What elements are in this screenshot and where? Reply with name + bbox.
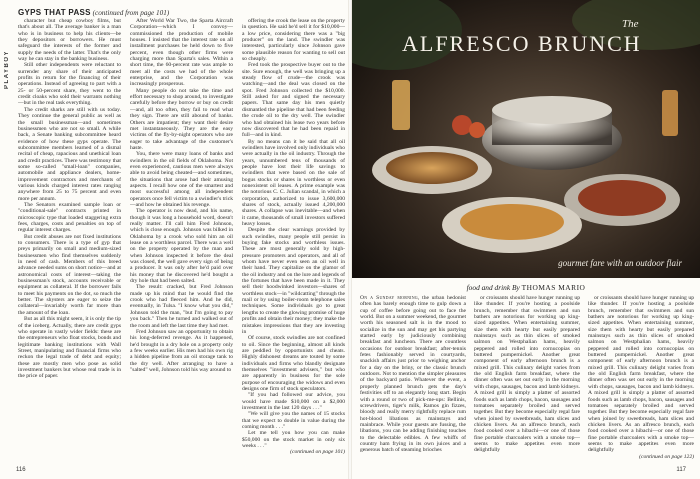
- continued-note: (continued on page 101): [290, 449, 345, 456]
- paragraph: "We will give you the names of 15 stocks that we expect to double in value during the coming month . . .": [242, 411, 345, 430]
- paragraph: You, there were many loans of banks and swindlers in the oil fields of Oklahoma. Not even experienced, cautious men were always able to avoid being cheated—and sometimes, the situations that arose had their amusing aspects. I recall how one of the smartest and most successful among all independent operators once fell victim to a swindler's trick—and how he obtained his revenge.: [130, 151, 233, 208]
- continued-note: (continued on page 122): [639, 453, 694, 460]
- page-number: 116: [16, 467, 26, 473]
- article-title: ALFRESCO BRUNCH: [402, 31, 642, 56]
- left-column-3: [242, 18, 345, 466]
- paragraph: The result: cracked, but Fred Johnson made up his mind that he would find the crook who had fleeced him. And he did, eventually, in Tulsa. "I know what you did," Johnson told the man, "but I'm going to pay you back." Then he turned and walked out of the room and left the last time they had met.: [130, 284, 233, 329]
- paragraph: Let me tell you how you can make $50,000 on the stock market in only six weeks . . .": [242, 430, 345, 450]
- article-title-prefix: The: [622, 18, 639, 30]
- paragraph: Of course, stock swindles are not confined to oil. Since the beginning, almost all kinds are peddled by opportunists and cheats. Highly dishonest dreams are touted by some individuals and firms who blandly designate themselves "investment advisers," but who are apparently in business for the sole purpose of encouraging the widows and even designs one firm of stock speculators.: [242, 335, 345, 392]
- right-column-2: [474, 295, 580, 469]
- paragraph: Despite the clear warnings provided by such swindles, many people still persist in buying fake stocks and worthless issues. These are most generally sold by high-pressure promoters and operators, and all of whom have never even seen an oil well in their hand. They capitalize on the glamor of the oil industry and on the lure and legends of the fortunes that have been made in it. They sell their hoodwinked investors—shares of worthless stock—in "wildcatting" through the mail or by using boiler-room telephone sales techniques. Some individuals go to great lengths to create the glowing promise of huge profits and obtain their money; they make the mistakes impressions that they are investing in: [242, 227, 345, 335]
- paragraph: character but cheap cowboy films, but that's about all. The average banker is a man who is in business to help his clients—be they depositors or borrowers. He must safeguard the interests of the former and supply the needs of the latter. That's the only way he can stay in the banking business.: [18, 18, 121, 63]
- page-number: 117: [676, 467, 686, 473]
- paragraph: Fred Johnson saw an opportunity to obtain his long-deferred revenge. As it happened, he'd brought in a dry hole on a property only a few weeks earlier. His men had his own rig a hidden pipeline from an oil storage tank to the dry well. After arranging to have a "salted" well, Johnson told his way around to: [130, 328, 233, 373]
- left-page: [0, 0, 349, 479]
- byline: [352, 283, 700, 292]
- paragraph: "If you had followed our advice, you would have made $10,000 on a $2,000 investment in the last 120 days . . .": [242, 392, 345, 411]
- right-page: [352, 0, 700, 479]
- right-column-1: [360, 295, 466, 469]
- brunch-photograph: [352, 0, 700, 278]
- paragraph: or croissants should have hunger running up like thunder. If you're hosting a poolside brunch, remember that swimmers and sun bathers are notorious for working up king-sized appetites. When entertaining summer, size them with hearty but easily prepared mainstays such as thin slices of smoked salmon on Westphalian hams, heavily peppered and rolled into cornucopias on buttered pumpernickel. Another great component of early afternoon brunch is a mixed grill. This culinary delight varies from the old English farm breakfast, where the dinner often was set out early in the morning with chops, sausages, bacon and lamb kidneys. A mixed grill is simply a platter of assorted foods such as lamb chops, bacon, sausages and tomatoes separately broiled and served together. But they become especially regal fare when joined by sweetbreads, ham slices and chicken livers. As an alfresco brunch, each food cooked over a hibachi—or one of those fine portable charcoalers with a smoke top—seems to make appetites even more delightfully: [588, 295, 694, 454]
- left-column-2: [130, 18, 233, 466]
- left-column-1: [18, 18, 121, 466]
- paragraph: or croissants should have hunger running up like thunder. If you're hosting a poolside brunch, remember that swimmers and sun bathers are notorious for working up king-sized appetites. When entertaining summer, size them with hearty but easily prepared mainstays such as thin slices of smoked salmon on Westphalian hams, heavily peppered and rolled into cornucopias on buttered pumpernickel. Another great component of early afternoon brunch is a mixed grill. This culinary delight varies from the old English farm breakfast, where the dinner often was set out early in the morning with chops, sausages, bacon and lamb kidneys. A mixed grill is simply a platter of assorted foods such as lamb chops, bacon, sausages and tomatoes separately broiled and served together. But they become especially regal fare when joined by sweetbreads, ham slices and chicken livers. As an alfresco brunch, each food cooked over a hibachi—or one of those fine portable charcoalers with a smoke top—seems to make appetites even more delightfully: [474, 295, 580, 454]
- paragraph: The Senators examined sample loan or "conditional-sale" contracts printed in microscopic type that loaded staggering extra fees, charges, costs and penalties on top of regular interest charges.: [18, 201, 121, 234]
- paragraph: Many people do not take the time and effort necessary to shop around, to investigate carefully before they borrow or buy on credit—and, all too often, they fail to read what they sign. There are still abound of banks. Others are impatient; they want their desire met instantaneously. They are the easy victims of the fly-by-night operators who are eager to take advantage of the customer's haste.: [130, 87, 233, 151]
- paragraph: The credit sharks are still with us today. They continue the general public as well as the small businessman—and sometimes businessmen who are not so small. A while back, a Senate banking subcommittee heard evidence of how these gyps operate. The subcommittee members learned of a dismal recital of cheap, rapacious and unethical loan and credit practices. There was testimony that some so-called "small-loan" companies, automobile and appliance dealers, home-improvement contractors and merchants of various kinds charged interest rates ranging anywhere from 25 to 75 percent and even more per annum.: [18, 106, 121, 202]
- paragraph: But as all this might seem, it is only the tip of the iceberg. Actually, there are credit gyps who operate in vastly wider fields: these are the entrepreneurs who float stocks, bonds and legitimate banking institutions with Wall Street, manipulating and financial firms who reckon the legal trade of debt and equity; these are mostly men who pose as solid investment bankers but whose real trade is in the price of paper.: [18, 316, 121, 380]
- paragraph: Fred took the prospective buyer out to the site. Sure enough, the well was bringing up a steady flow of crude—the crook was watching—and the deal was closed on the spot. Fred Johnson collected the $10,000. Still asked for and signed the necessary papers. That same day his men quietly dismantled the pipeline that had been feeding the crude oil to the dry well. The swindler who had obtained his lease two years before now discovered that he had been repaid in full—and in kind.: [242, 62, 345, 139]
- paragraph: But credit abuses are not fixed institutions to consumers. There is a type of gyp that preys primarily on small and medium-sized businessmen who find themselves suddenly in need of cash. Members of this breed advance needed sums on short notice—and at astronomical costs of interest—taking the businessman's stock, accounts receivable or equipment as collateral. If the borrower fails to meet his payments on the dot, so much the better. The shysters are eager to seize the collateral—invariably worth far more than the amount of the loan.: [18, 233, 121, 316]
- byline-by: By: [512, 283, 520, 292]
- byline-section: food and drink: [466, 283, 511, 292]
- paragraph: The operator is now dead, and his name, though it was long a household word, doesn't really matter. I'll call him Fred Johnson, which is close enough. Johnson was bilked in Oklahoma by a crook who sold him an oil lease on a worthless parcel. There was a well on the property operated by the man and when Johnson inspected it before the deal was closed, the well gave every sign of being a producer. It was only after he'd paid over his money that he discovered he'd bought a dry hole that had been salted.: [130, 208, 233, 285]
- article-subtitle: gourmet fare with an outdoor flair: [558, 258, 682, 268]
- paragraph: By no means can it be said that all oil swindlers have involved only individuals who were actually in the oil industry. Through the years, unnumbered tens of thousands of people have lost their life savings to swindlers that were based on the sale of bogus stocks or shares in worthless or even nonexistent oil leases. A prime example was the notorious C. C. Julian scandal, in which a corporation, authorized to issue 3,600,000 shares of stock, actually issued 4,200,000 shares. A collapse was inevitable—and when it came, thousands of small investors suffered heavy losses.: [242, 138, 345, 227]
- paragraph: Still other independents were reluctant to surrender any share of their anticipated profits in return for the financing of their operations. Instead of agreeing to part with a 25- or 50-percent share, they went to the credit cloaks who sold their warrants nothing—but in the real task everything.: [18, 62, 121, 107]
- running-head-title: GYPS THAT PASS: [18, 8, 91, 17]
- running-head-continued: (continued from page 101): [92, 9, 170, 17]
- lead-body: the urban hedonist often has barely enough time to gulp down a cup of coffee before going out to face the world. But on a summer weekend, the gourmet worth his seasoned salt is in the mood to socialize in the sun and may get his partying started early by judiciously combining breakfast and luncheon. There are countless occasions for outdoor breakfast; after-tennis fetes fashionably served in courtyards, snackish affairs just prior to weighing anchor for a day on the briny, or the classic brunch outdoors. Not to mention the simpler pleasures of the backyard patio. Whatever the event, a properly planned brunch gets the day's festivities off to an elegantly long start. Begin with a round or two of pick-me-ups: Bellinis, screwdrivers, tiger's milk, Ramos gin fizzes, bloody and really merry rightfully replace rum hot-blood libations as mainstays and mainbrace. While your guests are fussing, the libations, you can be adding finishing touches to the delectable edibles. A few whiffs of country ham frying in its own juices and a generous batch of steaming brioches: [360, 295, 466, 454]
- magazine-side-label: PLAYBOY: [4, 50, 10, 89]
- lead-in: On a Sunday morning,: [360, 295, 420, 301]
- byline-author: THOMAS MARIO: [521, 283, 586, 292]
- article-running-head: [18, 8, 169, 17]
- right-column-3: [588, 295, 694, 469]
- paragraph: offering the crook the lease on the property in question. He said he'd sell it for $10,000—a low price, considering there was a "big producer" on the land. The swindler was interested, particularly since Johnson gave some plausible reason for wanting to sell out so cheaply.: [242, 18, 345, 63]
- lead-paragraph: [360, 295, 466, 454]
- paragraph: After World War Two, the Sparta Aircraft Corporation—which I convoy—commissioned the production of mobile houses. I insisted that the interest rate on all installment purchases be held down to five percent, even though other firms were charging more than Sparta's sales. Within a short time, the 60-percent rate was ample to meet all the costs we had of the whole enterprise, and the Corporation was increasingly prosperous.: [130, 18, 233, 88]
